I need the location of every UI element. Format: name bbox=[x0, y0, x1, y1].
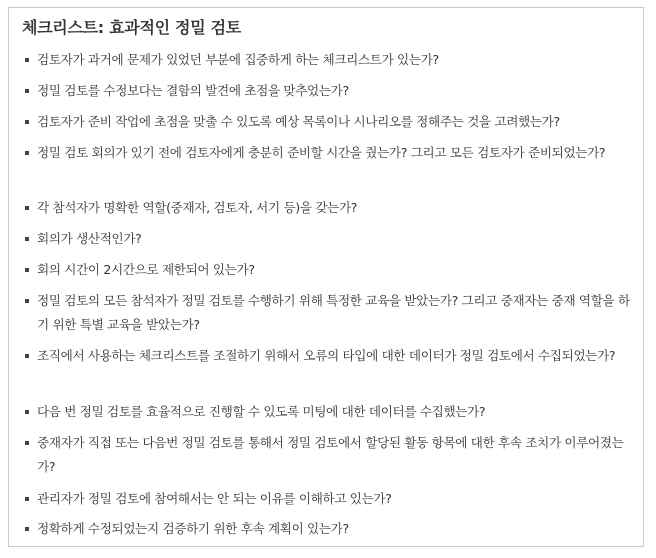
list-item-text: 회의가 생산적인가? bbox=[37, 231, 142, 246]
list-item-text: 회의 시간이 2시간으로 제한되어 있는가? bbox=[37, 262, 255, 277]
list-item-text: 정밀 검토의 모든 참석자가 정밀 검토를 수행하기 위해 특정한 교육을 받았는가? 그리고 중재자는 중재 역할을 하기 위한 특별 교육을 받았는가? bbox=[37, 293, 630, 332]
bullet-icon bbox=[25, 441, 29, 445]
list-item bbox=[25, 48, 637, 72]
bullet-icon bbox=[25, 58, 29, 62]
checklist-box bbox=[8, 7, 644, 547]
bullet-icon bbox=[25, 89, 29, 93]
list-item bbox=[25, 79, 637, 103]
list-item-text: 검토자가 준비 작업에 초점을 맞출 수 있도록 예상 목록이나 시나리오를 정해주는 것을 고려했는가? bbox=[37, 114, 560, 129]
list-item-text: 중재자가 직접 또는 다음번 정밀 검토를 통해서 정밀 검토에서 할당된 활동 항목에 대한 후속 조치가 이루어졌는가? bbox=[37, 435, 624, 474]
list-item bbox=[25, 517, 637, 541]
bullet-icon bbox=[25, 151, 29, 155]
list-item bbox=[25, 431, 637, 479]
list-item bbox=[25, 258, 637, 282]
list-item bbox=[25, 344, 637, 368]
list-item bbox=[25, 400, 637, 424]
list-item-text: 검토자가 과거에 문제가 있었던 부분에 집중하게 하는 체크리스트가 있는가? bbox=[37, 52, 439, 67]
bullet-icon bbox=[25, 268, 29, 272]
list-item bbox=[25, 196, 637, 220]
bullet-icon bbox=[25, 354, 29, 358]
list-item bbox=[25, 487, 637, 511]
bullet-icon bbox=[25, 120, 29, 124]
list-item bbox=[25, 110, 637, 134]
bullet-icon bbox=[25, 206, 29, 210]
list-item-text: 정확하게 수정되었는지 검증하기 위한 후속 계획이 있는가? bbox=[37, 521, 349, 536]
list-item-text: 정밀 검토를 수정보다는 결함의 발견에 초점을 맞추었는가? bbox=[37, 83, 349, 98]
list-item-text: 관리자가 정밀 검토에 참여해서는 안 되는 이유를 이해하고 있는가? bbox=[37, 491, 392, 506]
checklist-title: 체크리스트: 효과적인 정밀 검토 bbox=[22, 18, 241, 37]
list-item bbox=[25, 141, 637, 165]
bullet-icon bbox=[25, 497, 29, 501]
bullet-icon bbox=[25, 527, 29, 531]
list-item-text: 각 참석자가 명확한 역할(중재자, 검토자, 서기 등)을 갖는가? bbox=[37, 200, 358, 215]
list-item bbox=[25, 227, 637, 251]
bullet-icon bbox=[25, 237, 29, 241]
bullet-icon bbox=[25, 410, 29, 414]
list-item-text: 조직에서 사용하는 체크리스트를 조절하기 위해서 오류의 타입에 대한 데이터가 정밀 검토에서 수집되었는가? bbox=[37, 348, 616, 363]
list-item-text: 정밀 검토 회의가 있기 전에 검토자에게 충분히 준비할 시간을 줬는가? 그리고 모든 검토자가 준비되었는가? bbox=[37, 145, 606, 160]
list-item-text: 다음 번 정밀 검토를 효율적으로 진행할 수 있도록 미팅에 대한 데이터를 수집했는가? bbox=[37, 404, 486, 419]
list-item bbox=[25, 289, 637, 337]
bullet-icon bbox=[25, 299, 29, 303]
